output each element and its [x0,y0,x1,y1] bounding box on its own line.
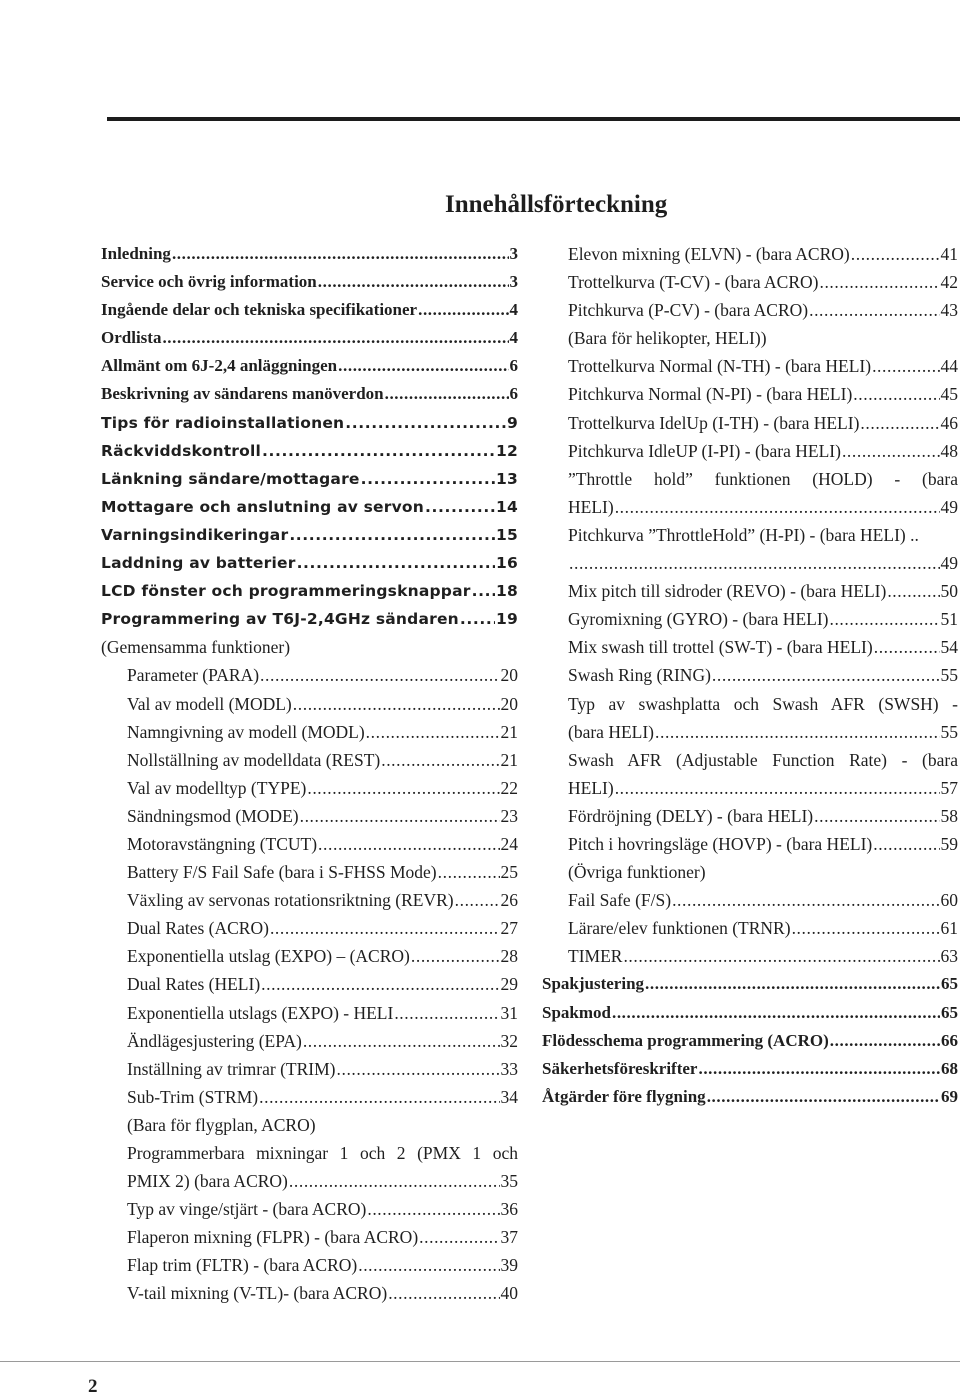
toc-dot-leader [358,1251,499,1279]
toc-dot-leader [851,240,940,268]
toc-dot-leader [438,858,500,886]
toc-entry-title: (Övriga funktioner) [568,862,706,883]
toc-entry [101,437,518,465]
toc-entry [542,409,958,437]
toc-entry-page: 13 [496,469,518,488]
toc-entry [101,324,518,352]
toc-entry-title: Mix pitch till sidroder (REVO) - (bara HELI) [568,581,887,602]
toc-dot-leader [418,296,508,324]
toc-entry [542,296,958,324]
toc-entry [542,746,958,774]
toc-entry [542,942,958,970]
toc-dot-leader [300,802,500,830]
toc-dot-leader [345,409,506,437]
toc-entry-title: Exponentiella utslags (EXPO) - HELI [127,1002,394,1023]
toc-entry [542,718,958,746]
toc-entry-title: Flödesschema programmering (ACRO) [542,1030,829,1050]
toc-entry-page: 15 [496,525,518,544]
toc-dot-leader [645,970,940,998]
footer-rule [0,1361,960,1362]
toc-entry-page: 57 [940,777,958,798]
toc-entry-title: Sub-Trim (STRM) [127,1086,259,1107]
toc-dot-leader [707,1083,940,1111]
toc-entry [542,830,958,858]
toc-entry-title: Typ av swashplatta och Swash AFR (SWSH) - [568,693,958,714]
toc-entry-page: 66 [941,1030,958,1050]
toc-entry-page: 32 [500,1030,518,1051]
toc-entry-page: 59 [940,833,958,854]
toc-dot-leader [569,549,940,577]
toc-entry-page: 29 [500,974,518,995]
toc-dot-leader [655,718,940,746]
toc-entry-page: 19 [496,610,518,629]
header-rule [107,117,960,121]
toc-entry-title: Val av modelltyp (TYPE) [127,777,307,798]
toc-entry [101,970,518,998]
toc-dot-leader [672,886,939,914]
toc-entry-page: 50 [940,581,958,602]
toc-entry-page: 51 [940,609,958,630]
toc-entry [542,324,958,352]
toc-entry-page: 43 [940,300,958,321]
toc-entry [542,970,958,998]
toc-dot-leader [162,324,508,352]
toc-entry-title: Programmering av T6J-2,4GHz sändaren [101,610,459,629]
toc-entry-page: 16 [496,554,518,573]
toc-entry [542,268,958,296]
toc-entry-page: 58 [940,805,958,826]
toc-dot-leader [338,352,508,380]
toc-entry [101,718,518,746]
toc-entry-page: 18 [496,582,518,601]
toc-entry-title: Flap trim (FLTR) - (bara ACRO) [127,1255,358,1276]
toc-entry-title: Mix swash till trottel (SW-T) - (bara HELI) [568,637,873,658]
toc-entry [542,858,958,886]
toc-entry-title: Elevon mixning (ELVN) - (bara ACRO) [568,244,850,264]
toc-entry-page: 36 [500,1199,518,1220]
toc-entry-title: (Bara för flygplan, ACRO) [127,1114,316,1135]
toc-entry-title: Åtgärder före flygning [542,1086,706,1106]
toc-left-column [101,240,518,1308]
toc-entry-title: HELI) [568,496,614,517]
toc-entry-page: 46 [940,412,958,433]
toc-entry-title: Beskrivning av sändarens manöverdon [101,384,384,404]
toc-entry [101,858,518,886]
toc-entry-title: Service och övrig information [101,272,317,292]
toc-entry-page: 27 [500,918,518,939]
toc-entry-page: 49 [940,496,958,517]
toc-entry [101,549,518,577]
toc-entry-title: Swash AFR (Adjustable Function Rate) - (bara [568,749,958,770]
toc-entry-title: Räckviddskontroll [101,441,262,460]
toc-entry-page: 48 [940,440,958,461]
toc-entry-title: Swash Ring (RING) [568,665,711,686]
toc-dot-leader [261,970,499,998]
toc-dot-leader [829,605,939,633]
toc-entry [101,774,518,802]
toc-entry [542,1027,958,1055]
toc-entry [101,999,518,1027]
toc-entry-page: 55 [940,721,958,742]
toc-entry-page: 25 [500,862,518,883]
toc-entry [101,1083,518,1111]
toc-entry [542,661,958,689]
toc-entry-page: 12 [496,441,518,460]
toc-entry [101,830,518,858]
toc-dot-leader [318,268,509,296]
toc-dot-leader [303,1027,500,1055]
toc-entry-title: (Bara för helikopter, HELI)) [568,328,767,349]
toc-entry [542,493,958,521]
toc-entry-page: 54 [940,637,958,658]
toc-entry-page: 65 [941,974,958,994]
toc-entry-page: 61 [940,918,958,939]
toc-entry-page: 35 [500,1171,518,1192]
toc-entry-page: 4 [509,328,518,348]
toc-entry-page: 22 [500,777,518,798]
toc-dot-leader [367,1195,499,1223]
toc-entry-page: 6 [509,356,518,376]
toc-entry-title: Spakjustering [542,974,645,994]
toc-entry [542,577,958,605]
toc-entry-title: Pitchkurva ”ThrottleHold” (H-PI) - (bara HELI) .. [568,524,919,545]
toc-dot-leader [388,1279,499,1307]
toc-entry-title: Fail Safe (F/S) [568,890,672,911]
toc-dot-leader [366,718,500,746]
toc-entry-title: Trottelkurva IdelUp (I-TH) - (bara HELI) [568,412,860,433]
toc-dot-leader [873,830,939,858]
toc-entry [101,942,518,970]
toc-entry [542,521,958,549]
toc-entry-page: 39 [500,1255,518,1276]
toc-entry-title: Varningsindikeringar [101,525,289,544]
toc-entry-title: PMIX 2) (bara ACRO) [127,1171,288,1192]
toc-entry-page: 37 [500,1227,518,1248]
toc-entry-page: 55 [940,665,958,686]
toc-entry-title: Trottelkurva Normal (N-TH) - (bara HELI) [568,356,872,377]
toc-entry-title: Motoravstängning (TCUT) [127,833,318,854]
toc-entry-page: 69 [941,1086,958,1106]
toc-dot-leader [887,577,939,605]
toc-entry [542,240,958,268]
toc-entry-page: 44 [940,356,958,377]
toc-entry [101,605,518,633]
toc-entry [101,886,518,914]
toc-dot-leader [172,240,509,268]
toc-entry-title: Inledning [101,244,171,263]
toc-entry [542,352,958,380]
toc-entry-page: 33 [500,1058,518,1079]
toc-entry-title: Inställning av trimrar (TRIM) [127,1058,336,1079]
toc-entry [542,886,958,914]
toc-entry-page: 20 [500,693,518,714]
toc-entry [542,380,958,408]
toc-dot-leader [307,774,499,802]
toc-entry-page: 24 [500,833,518,854]
toc-dot-leader [830,1027,940,1055]
toc-entry [542,605,958,633]
toc-entry-title: Spakmod [542,1002,611,1022]
toc-dot-leader [860,409,939,437]
toc-entry-title: Länkning sändare/mottagare [101,469,360,488]
toc-entry-page: 26 [500,890,518,911]
toc-entry [101,493,518,521]
toc-entry-title: Dual Rates (ACRO) [127,918,269,939]
toc-dot-leader [460,605,495,633]
toc-entry [101,465,518,493]
toc-dot-leader [262,437,495,465]
toc-entry-page: 63 [940,946,958,967]
toc-entry-title: Val av modell (MODL) [127,693,292,714]
toc-entry-title: ”Throttle hold” funktionen (HOLD) - (bara [568,468,958,489]
toc-dot-leader [385,380,509,408]
toc-entry [101,914,518,942]
toc-dot-leader [289,1167,500,1195]
toc-dot-leader [260,661,499,689]
toc-entry-title: Flaperon mixning (FLPR) - (bara ACRO) [127,1227,419,1248]
toc-dot-leader [419,1223,499,1251]
toc-entry [101,633,518,661]
toc-entry [542,465,958,493]
toc-entry-page: 9 [507,413,518,432]
toc-entry-page: 45 [940,384,958,405]
toc-dot-leader [318,830,499,858]
toc-entry [542,633,958,661]
toc-dot-leader [872,352,939,380]
toc-entry-title: Sändningsmod (MODE) [127,805,299,826]
toc-dot-leader [472,577,495,605]
toc-entry-page: 4 [509,300,518,320]
toc-entry-page: 41 [940,244,958,264]
toc-entry-page: 68 [941,1058,958,1078]
toc-dot-leader [293,690,500,718]
toc-entry-title: Pitchkurva Normal (N-PI) - (bara HELI) [568,384,853,405]
toc-entry-page: 14 [496,497,518,516]
toc-dot-leader [259,1083,499,1111]
toc-entry-title: Säkerhetsföreskrifter [542,1058,698,1078]
toc-dot-leader [698,1055,940,1083]
toc-dot-leader [819,268,939,296]
toc-entry-page: 49 [940,553,958,574]
toc-entry [101,1139,518,1167]
toc-entry-page: 20 [500,665,518,686]
toc-entry-page: 21 [500,749,518,770]
toc-entry [542,914,958,942]
toc-entry [101,1111,518,1139]
toc-dot-leader [612,999,940,1027]
toc-entry [101,521,518,549]
toc-entry-title: Parameter (PARA) [127,665,260,686]
toc-entry-title: Allmänt om 6J-2,4 anläggningen [101,356,338,376]
toc-entry-title: Nollställning av modelldata (REST) [127,749,381,770]
toc-dot-leader [842,437,940,465]
toc-entry-page: 65 [941,1002,958,1022]
toc-entry [542,1055,958,1083]
toc-dot-leader [874,633,940,661]
toc-entry-title: Programmerbara mixningar 1 och 2 (PMX 1 och [127,1143,518,1163]
toc-dot-leader [411,942,500,970]
toc-entry [101,1279,518,1307]
toc-entry-page: 31 [500,1002,518,1023]
toc-entry-title: Battery F/S Fail Safe (bara i S-FHSS Mode) [127,862,437,883]
toc-dot-leader [289,521,495,549]
toc-entry-title: Mottagare och anslutning av servon [101,497,425,516]
toc-dot-leader [814,802,939,830]
toc-dot-leader [381,746,499,774]
toc-dot-leader [615,774,940,802]
toc-entry-title: Tips för radioinstallationen [101,413,345,432]
toc-entry [101,1167,518,1195]
toc-entry [101,352,518,380]
toc-entry [101,1195,518,1223]
toc-entry-title: Pitchkurva IdleUP (I-PI) - (bara HELI) [568,440,841,461]
toc-dot-leader [809,296,939,324]
toc-entry [101,1055,518,1083]
page-number: 2 [88,1376,98,1397]
toc-entry-page: 3 [509,272,518,292]
toc-dot-leader [361,465,495,493]
toc-dot-leader [455,886,500,914]
toc-dot-leader [337,1055,500,1083]
toc-entry-title: Typ av vinge/stjärt - (bara ACRO) [127,1199,367,1220]
toc-dot-leader [297,549,495,577]
toc-entry-title: Pitchkurva (P-CV) - (bara ACRO) [568,300,809,321]
toc-dot-leader [615,493,940,521]
toc-entry-title: Laddning av batterier [101,554,296,573]
toc-entry-page: 3 [509,244,518,263]
toc-right-column [542,240,958,1111]
page-title: Innehållsförteckning [445,191,668,218]
toc-entry [101,1027,518,1055]
toc-dot-leader [425,493,495,521]
toc-entry [101,296,518,324]
toc-entry [101,1251,518,1279]
toc-entry-page: 6 [509,384,518,404]
toc-entry-title: Exponentiella utslag (EXPO) – (ACRO) [127,946,410,967]
toc-entry [542,774,958,802]
toc-entry-title: Dual Rates (HELI) [127,974,261,995]
toc-entry-page: 42 [940,272,958,293]
toc-entry [542,1083,958,1111]
toc-entry-title: V-tail mixning (V-TL)- (bara ACRO) [127,1283,388,1304]
toc-entry [101,409,518,437]
toc-dot-leader [623,942,939,970]
toc-entry [542,802,958,830]
toc-entry-title: Trottelkurva (T-CV) - (bara ACRO) [568,272,819,293]
toc-entry-title: Växling av servonas rotationsriktning (REVR) [127,890,454,911]
toc-dot-leader [792,914,940,942]
toc-entry-title: Ändlägesjustering (EPA) [127,1030,302,1051]
toc-entry [101,268,518,296]
toc-entry-title: Ordlista [101,328,162,348]
toc-entry [542,549,958,577]
toc-entry [542,437,958,465]
toc-dot-leader [853,380,939,408]
toc-entry-title: (Gemensamma funktioner) [101,637,291,658]
toc-entry-title: LCD fönster och programmeringsknappar [101,582,471,601]
toc-entry [101,240,518,268]
toc-entry-title: Namngivning av modell (MODL) [127,721,365,742]
toc-entry-title: Ingående delar och tekniska specifikationer [101,300,418,320]
toc-entry-title: (bara HELI) [568,721,654,742]
toc-dot-leader [270,914,500,942]
toc-entry-title: Gyromixning (GYRO) - (bara HELI) [568,609,829,630]
toc-entry-page: 23 [500,805,518,826]
toc-entry-title: Lärare/elev funktionen (TRNR) [568,918,791,939]
toc-entry-title: Fördröjning (DELY) - (bara HELI) [568,805,814,826]
toc-entry [101,1223,518,1251]
toc-entry [101,661,518,689]
toc-entry [542,690,958,718]
toc-entry [101,746,518,774]
toc-dot-leader [712,661,940,689]
toc-entry [101,577,518,605]
toc-entry [101,690,518,718]
toc-entry-page: 34 [500,1086,518,1107]
toc-dot-leader [394,999,499,1027]
toc-entry-title: Pitch i hovringsläge (HOVP) - (bara HELI) [568,833,873,854]
toc-entry [542,999,958,1027]
toc-entry-page: 40 [500,1283,518,1304]
toc-entry [101,802,518,830]
toc-entry [101,380,518,408]
toc-entry-page: 60 [940,890,958,911]
toc-entry-title: HELI) [568,777,614,798]
toc-entry-page: 28 [500,946,518,967]
toc-entry-title: TIMER [568,946,623,967]
toc-entry-page: 21 [500,721,518,742]
